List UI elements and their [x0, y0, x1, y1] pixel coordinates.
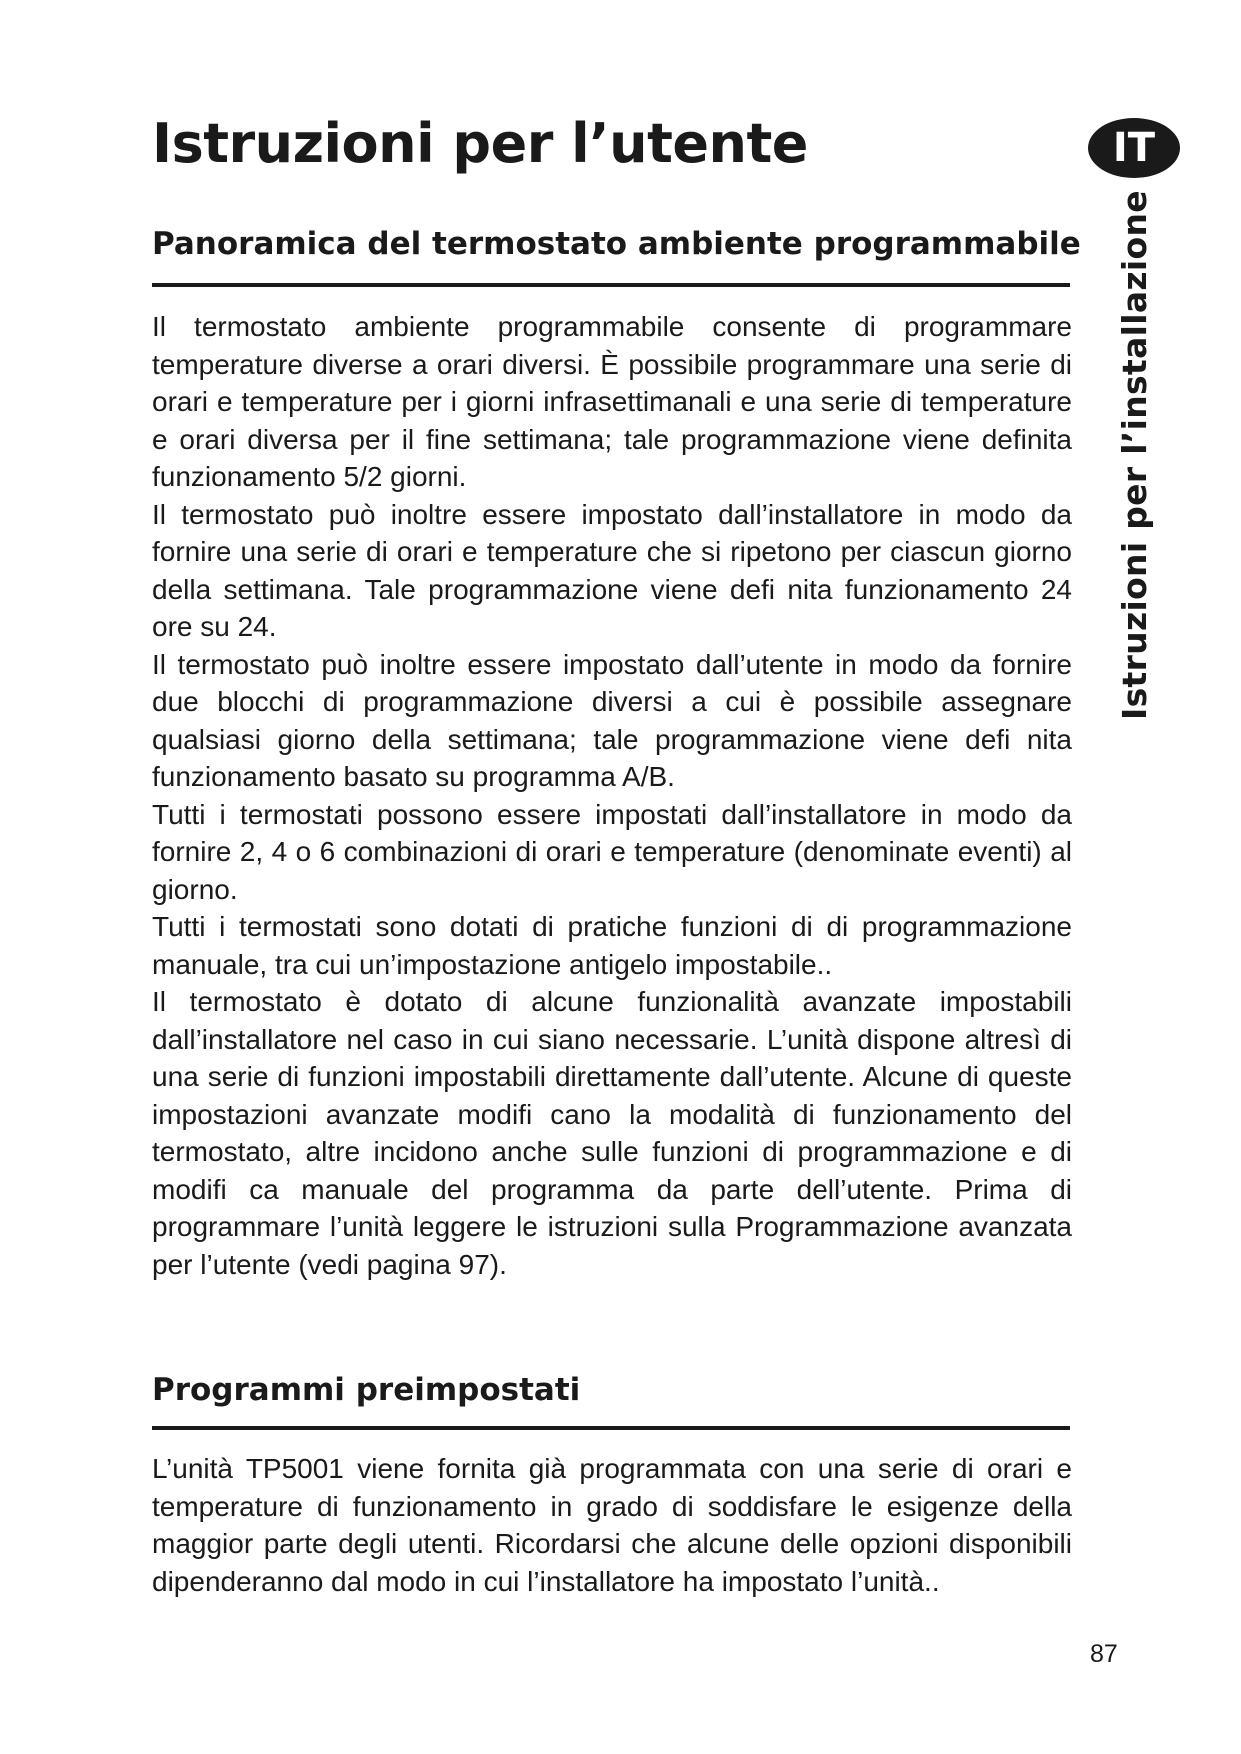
- language-badge: IT: [1088, 118, 1180, 178]
- section-divider: [152, 283, 1070, 287]
- paragraph: Tutti i termostati possono essere impostati dall’installatore in modo da fornire 2, 4 o 6 combinazioni di orari e temperature (denominate eventi) al giorno.: [152, 798, 1072, 905]
- side-tab: [1100, 190, 1168, 721]
- section-divider: [152, 1426, 1070, 1430]
- paragraph: Tutti i termostati sono dotati di pratiche funzioni di di programmazione manuale, tra cui un’impostazione antigelo impostabile..: [152, 911, 1072, 980]
- paragraph: Il termostato può inoltre essere impostato dall’installatore in modo da fornire una serie di orari e temperature che si ripetono per ciascun giorno della settimana. Tale programmazione viene defi nita funzionamento 24 ore su 24.: [152, 498, 1072, 642]
- paragraph: L’unità TP5001 viene fornita già programmata con una serie di orari e temperature di funzionamento in grado di soddisfare le esigenze della maggior parte degli utenti. Ricordarsi che alcune delle opzioni disponibili dipenderanno dal modo in cui l’installatore ha impostato l’unità..: [152, 1453, 1072, 1597]
- page-title: Istruzioni per l’utente: [152, 112, 808, 175]
- side-tab-label: Istruzioni per l’installazione: [1114, 190, 1154, 721]
- section-heading-overview: Panoramica del termostato ambiente programmabile: [152, 226, 1081, 262]
- paragraph: Il termostato può inoltre essere impostato dall’utente in modo da fornire due blocchi di programmazione diversi a cui è possibile assegnare qualsiasi giorno della settimana; tale programmazione viene defi nita funzionamento basato su programma A/B.: [152, 648, 1072, 792]
- paragraph: Il termostato ambiente programmabile consente di programmare temperature diverse a orari diversi. È possibile programmare una serie di orari e temperature per i giorni infrasettimanali e una serie di temperature e orari diversa per il fine settimana; tale programmazione viene definita funzionamento 5/2 giorni.: [152, 311, 1072, 492]
- section-heading-presets: Programmi preimpostati: [152, 1372, 581, 1408]
- paragraph: Il termostato è dotato di alcune funzionalità avanzate impostabili dall’installatore nel caso in cui siano necessarie. L’unità dispone altresì di una serie di funzioni impostabili direttamente dall’utente. Alcune di queste impostazioni avanzate modifi cano la modalità di funzionamento del termostato, altre incidono anche sulle funzioni di programmazione e di modifi ca manuale del programma da parte dell’utente. Prima di programmare l’unità leggere le istruzioni sulla Programmazione avanzata per l’utente (vedi pagina 97).: [152, 986, 1072, 1280]
- section-body-presets: [152, 1450, 1072, 1600]
- page-number: 87: [1090, 1640, 1118, 1668]
- section-body-overview: [152, 308, 1072, 1283]
